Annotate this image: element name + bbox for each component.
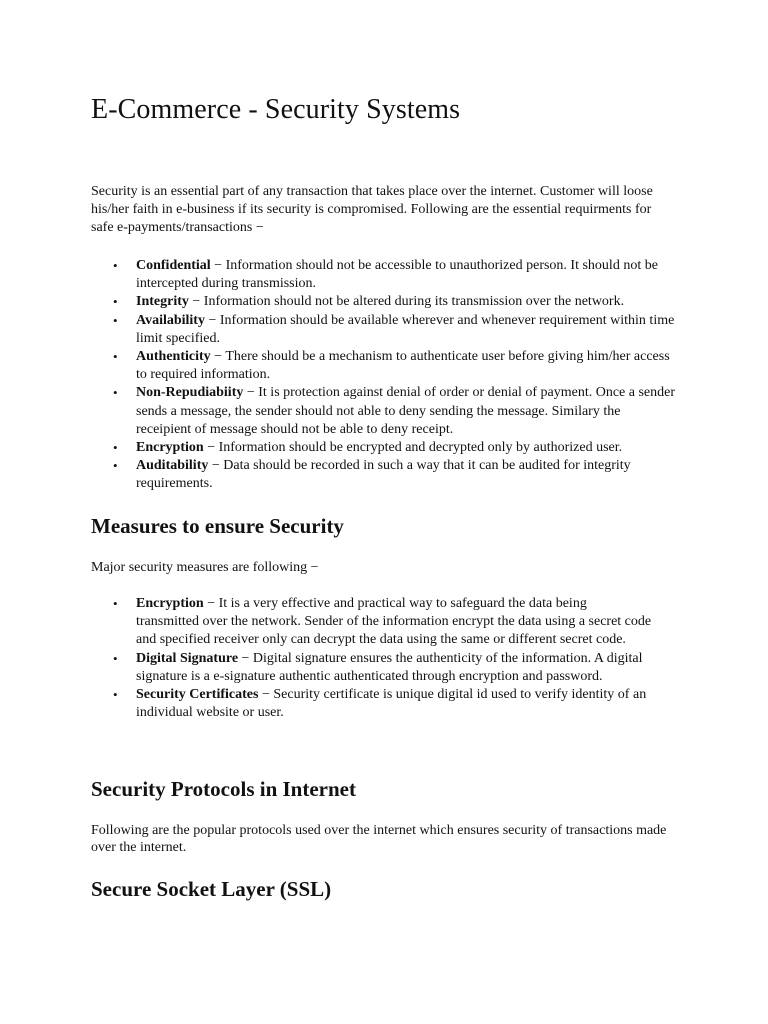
page-title: E-Commerce - Security Systems: [91, 94, 461, 125]
list-item-term: Security Certificates: [136, 687, 259, 703]
list-item-description: − Digital signature ensures the authenticity of the information. A digital signature is a e-signature authentic authenticated through encryption and password.: [136, 650, 643, 684]
list-item-description: − Information should not be accessible to unauthorized person. It should not be intercepted during transmission.: [136, 258, 658, 292]
list-item: [91, 348, 679, 384]
list-item-description: − There should be a mechanism to authenticate user before giving him/her access to required information.: [136, 349, 670, 383]
list-item-description: − Data should be recorded in such a way that it can be audited for integrity requirements.: [136, 458, 631, 492]
list-item-term: Integrity: [136, 294, 189, 310]
list-item-description: − Information should be encrypted and decrypted only by authorized user.: [203, 440, 623, 456]
list-item: [91, 257, 679, 293]
list-item-term: Confidential: [136, 258, 211, 273]
list-item: [91, 293, 679, 311]
list-item-description: − Information should be available wherever and whenever requirement within time limit specified.: [136, 312, 675, 346]
list-item-description: − It is protection against denial of order or denial of payment. Once a sender sends a message, the sender should not able to deny sending the message. Similary the receipient of message should not be able to deny receipt.: [136, 385, 675, 437]
list-item-description: − Security certificate is unique digital id used to verify identity of an individual website or user.: [136, 687, 647, 721]
protocols-intro: Following are the popular protocols used over the internet which ensures security of transactions made over the internet.: [91, 823, 667, 855]
list-item-term: Digital Signature: [136, 650, 239, 666]
list-item-term: Availability: [136, 312, 205, 328]
list-item-term: Auditability: [136, 458, 209, 474]
intro-paragraph: Security is an essential part of any transaction that takes place over the internet. Customer will loose his/her faith in e-business if its security is compromised. Following are the essential requirments for safe e-payments/transactions −: [91, 184, 653, 235]
list-item-description: − Information should not be altered during its transmission over the network.: [188, 294, 625, 310]
list-item-term: Encryption: [136, 440, 204, 456]
list-item: [91, 384, 679, 439]
list-item-term: Encryption: [136, 596, 204, 611]
list-item-description: − It is a very effective and practical way to safeguard the data being transmitted over the network. Sender of the information encrypt the data using a secret code and specified receiver only can decrypt the data using the same or different secret code.: [136, 596, 652, 648]
list-item: [91, 650, 653, 686]
list-item-term: Authenticity: [136, 349, 211, 365]
list-item: [91, 595, 653, 650]
list-item-term: Non-Repudiabiity: [136, 385, 244, 401]
measures-intro: Major security measures are following −: [91, 560, 319, 575]
list-item: [91, 312, 679, 348]
list-item: [91, 439, 679, 457]
requirements-list: [91, 257, 679, 494]
section-heading-measures: Measures to ensure Security: [91, 514, 344, 538]
measures-list: [91, 595, 653, 722]
section-heading-ssl: Secure Socket Layer (SSL): [91, 877, 332, 901]
section-heading-protocols: Security Protocols in Internet: [91, 777, 356, 801]
list-item: [91, 686, 653, 722]
list-item: [91, 457, 679, 493]
